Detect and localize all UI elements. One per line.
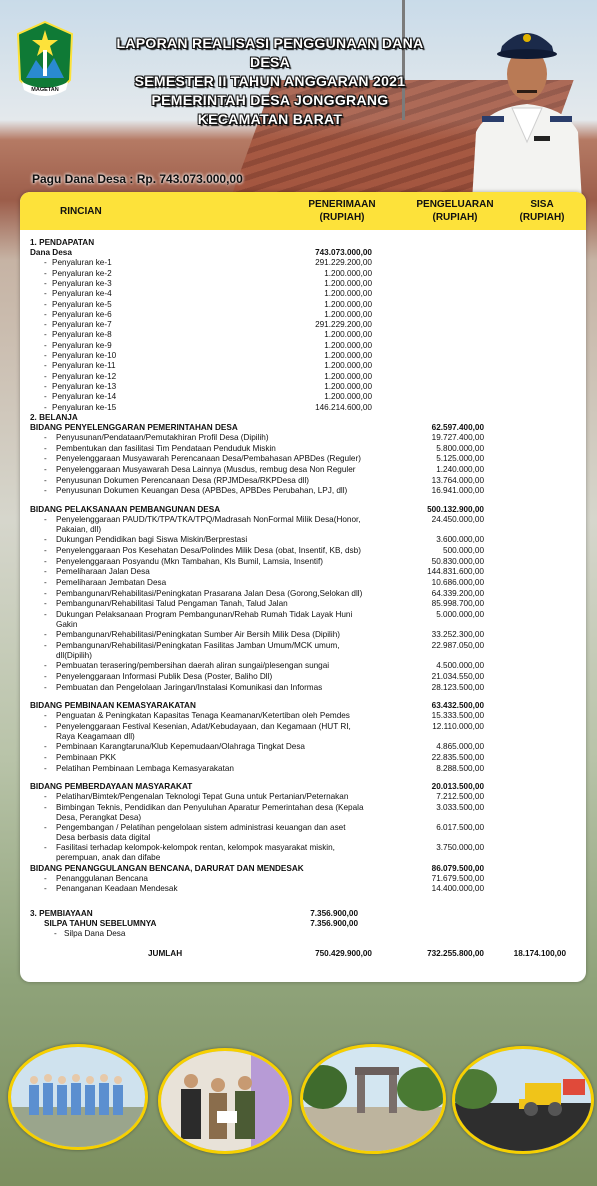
dana-desa-value: 743.073.000,00: [315, 248, 372, 257]
penyaluran-label: Penyaluran ke-3: [52, 278, 112, 288]
penyaluran-label: Penyaluran ke-2: [52, 268, 112, 278]
list-bullet: -: [44, 711, 47, 721]
list-bullet: -: [44, 361, 47, 371]
belanja-item-value: 15.333.500,00: [431, 711, 484, 721]
belanja-item-label: Pemeliharaan Jalan Desa: [56, 567, 150, 577]
belanja-item-value: 14.400.000,00: [431, 884, 484, 894]
belanja-item-value: 64.339.200,00: [431, 588, 484, 598]
list-bullet: -: [44, 588, 47, 598]
col-penerimaan-label: PENERIMAAN: [308, 199, 376, 210]
penyaluran-value: 1.200.000,00: [324, 268, 372, 278]
jumlah-penerimaan: 750.429.900,00: [315, 949, 372, 958]
belanja-item-value: 5.125.000,00: [436, 454, 484, 464]
list-bullet: -: [44, 578, 47, 587]
report-table: [20, 192, 586, 982]
photo-group-pkk: [8, 1044, 148, 1150]
penyaluran-label: Penyaluran ke-15: [52, 402, 117, 412]
jumlah-label: JUMLAH: [148, 949, 183, 958]
list-bullet: -: [44, 330, 47, 340]
penyaluran-label: Penyaluran ke-9: [52, 340, 112, 350]
list-bullet: -: [44, 545, 47, 555]
pembiayaan-heading: 3. PEMBIAYAAN: [30, 909, 93, 918]
belanja-item-value: 3.033.500,00: [436, 803, 484, 812]
list-bullet: -: [44, 742, 47, 752]
penyaluran-value: 1.200.000,00: [324, 309, 372, 319]
belanja-item-value: 4.500.000,00: [436, 661, 484, 671]
penyaluran-value: 1.200.000,00: [324, 392, 372, 402]
belanja-item-label: Bimbingan Teknis, Pendidikan dan Penyuluhan Aparatur Pemerintahan desa (Kepala: [56, 803, 364, 812]
list-bullet: -: [44, 556, 47, 566]
col-rincian: RINCIAN: [60, 206, 102, 217]
penyaluran-label: Penyaluran ke-6: [52, 309, 112, 319]
list-bullet: -: [44, 843, 47, 853]
list-bullet: -: [44, 630, 47, 640]
col-sisa: [512, 198, 572, 224]
photo-road-paving: [452, 1046, 594, 1154]
penyaluran-value: 1.200.000,00: [324, 371, 372, 381]
penyaluran-value: 291.229.200,00: [315, 258, 372, 268]
belanja-item-value: 3.750.000,00: [436, 843, 484, 853]
bidang-total: 20.013.500,00: [431, 782, 484, 792]
list-bullet: -: [54, 929, 57, 938]
photo-gapura: [300, 1044, 446, 1154]
belanja-item-label: Desa, Perangkat Desa): [56, 812, 142, 822]
belanja-item-value: 500.000,00: [443, 545, 484, 555]
belanja-item-value: 144.831.600,00: [427, 567, 484, 577]
dana-desa-label: Dana Desa: [30, 248, 72, 257]
belanja-item-value: 22.835.500,00: [431, 752, 484, 762]
belanja-item-value: 50.830.000,00: [431, 556, 484, 566]
list-bullet: -: [44, 752, 47, 762]
col-sisa-unit: (RUPIAH): [519, 212, 565, 223]
belanja-item-value: 4.865.000,00: [436, 742, 484, 752]
penyaluran-value: 1.200.000,00: [324, 289, 372, 299]
list-bullet: -: [44, 567, 47, 577]
list-bullet: -: [44, 599, 47, 609]
belanja-item-label: Penyusunan Dokumen Keuangan Desa (APBDes, APBDes Perubahan, LPJ, dll): [56, 486, 348, 496]
belanja-item-value: 85.998.700,00: [431, 599, 484, 609]
belanja-item-label: Penyusunan Dokumen Perencanaan Desa (RPJMDesa/RKPDesa dll): [56, 475, 310, 485]
penyaluran-label: Penyaluran ke-11: [52, 361, 116, 371]
bidang-title: BIDANG PENANGGULANGAN BENCANA, DARURAT DAN MENDESAK: [30, 863, 304, 873]
belanja-item-value: 71.679.500,00: [431, 873, 484, 883]
list-bullet: -: [44, 309, 47, 319]
list-bullet: -: [44, 486, 47, 496]
list-bullet: -: [44, 278, 47, 288]
belanja-item-label: Pembuatan dan Pengelolaan Jaringan/Instalasi Komunikasi dan Informas: [56, 682, 323, 692]
belanja-item-value: 33.252.300,00: [431, 630, 484, 640]
penyaluran-value: 1.200.000,00: [324, 381, 372, 391]
col-pengeluaran-label: PENGELUARAN: [416, 199, 494, 210]
col-penerimaan-unit: (RUPIAH): [319, 212, 365, 223]
penyaluran-label: Penyaluran ke-13: [52, 381, 117, 391]
belanja-item-label: Penyelenggaraan Festival Kesenian, Adat/Kebudayaan, dan Kegamaan (HUT RI,: [56, 722, 351, 731]
photo-aid-handover: [158, 1048, 292, 1154]
title-line-4: KECAMATAN BARAT: [197, 111, 343, 127]
list-bullet: -: [44, 402, 47, 412]
belanja-item-label: Desa berbasis data digital: [56, 832, 151, 842]
belanja-item-label: Fasilitasi terhadap kelompok-kelompok rentan, kelompok masyarakat miskin,: [56, 843, 335, 853]
list-bullet: -: [44, 803, 47, 812]
bidang-title: BIDANG PENYELENGGARAN PEMERINTAHAN DESA: [30, 422, 238, 432]
bidang-total: 86.079.500,00: [431, 863, 484, 873]
list-bullet: -: [44, 454, 47, 464]
penyaluran-label: Penyaluran ke-10: [52, 351, 117, 360]
list-bullet: -: [44, 258, 47, 268]
list-bullet: -: [44, 884, 47, 894]
penyaluran-label: Penyaluran ke-4: [52, 289, 112, 299]
activity-photos: [0, 1040, 597, 1186]
list-bullet: -: [44, 443, 47, 453]
list-bullet: -: [44, 464, 47, 474]
belanja-item-label: Pembinaan PKK: [56, 752, 117, 762]
penyaluran-value: 1.200.000,00: [324, 299, 372, 309]
belanja-item-label: Penyelenggaraan Pos Kesehatan Desa/Polindes Milik Desa (obat, Insentif, KB, dsb): [56, 545, 361, 555]
pembiayaan-value: 7.356.900,00: [310, 909, 358, 918]
penyaluran-label: Penyaluran ke-14: [52, 392, 117, 402]
list-bullet: -: [44, 381, 47, 391]
bidang-total: 63.432.500,00: [431, 701, 484, 711]
list-bullet: -: [44, 823, 47, 833]
village-head-photo: [468, 12, 586, 202]
penyaluran-value: 1.200.000,00: [324, 340, 372, 350]
belanja-item-label: Pelatihan Pembinaan Lembaga Kemasyarakatan: [56, 763, 234, 773]
bidang-title: BIDANG PELAKSANAAN PEMBANGUNAN DESA: [30, 505, 221, 514]
belanja-item-value: 8.288.500,00: [436, 763, 484, 773]
list-bullet: -: [44, 371, 47, 381]
belanja-item-label: Pembinaan Karangtaruna/Klub Kepemudaan/Olahraga Tingkat Desa: [56, 742, 305, 752]
penyaluran-label: Penyaluran ke-1: [52, 258, 112, 268]
belanja-item-label: Penyelenggaraan Musyawarah Perencanaan Desa/Pembahasan APBDes (Reguler): [56, 454, 361, 464]
belanja-item-label: Pembangunan/Rehabilitasi/Peningkatan Prasarana Jalan Desa (Gorong,Selokan dll): [56, 588, 363, 598]
belanja-item-value: 21.034.550,00: [431, 671, 484, 681]
penyaluran-value: 1.200.000,00: [324, 330, 372, 340]
magetan-logo: [14, 20, 76, 110]
belanja-item-value: 16.941.000,00: [431, 486, 484, 496]
silpa-value: 7.356.900,00: [310, 919, 358, 928]
jumlah-sisa: 18.174.100,00: [513, 949, 566, 958]
belanja-item-value: 28.123.500,00: [431, 682, 484, 692]
belanja-item-value: 24.450.000,00: [431, 515, 484, 524]
list-bullet: -: [44, 340, 47, 350]
belanja-item-label: Pengembangan / Pelatihan pengelolaan sistem administrasi keuangan dan aset: [56, 823, 346, 833]
silpa-item: Silpa Dana Desa: [64, 929, 126, 938]
belanja-item-value: 22.987.050,00: [431, 641, 484, 650]
belanja-item-label: Pembentukan dan fasilitasi Tim Pendataan Penduduk Miskin: [56, 443, 276, 453]
belanja-item-label: dll(Dipilih): [56, 650, 92, 660]
pagu-dana-desa: Pagu Dana Desa : Rp. 743.073.000,00: [32, 172, 243, 186]
list-bullet: -: [44, 535, 47, 545]
list-bullet: -: [44, 671, 47, 681]
bidang-title: BIDANG PEMBINAAN KEMASYARAKATAN: [30, 701, 196, 711]
penyaluran-label: Penyaluran ke-12: [52, 371, 117, 381]
report-title: [105, 34, 435, 129]
bidang-total: 500.132.900,00: [427, 505, 484, 514]
belanja-item-value: 6.017.500,00: [436, 823, 484, 833]
belanja-item-label: perempuan, anak dan difabe: [56, 852, 161, 862]
penyaluran-label: Penyaluran ke-7: [52, 320, 112, 330]
penyaluran-value: 1.200.000,00: [324, 278, 372, 288]
list-bullet: -: [44, 641, 47, 650]
list-bullet: -: [44, 289, 47, 299]
list-bullet: -: [44, 320, 47, 330]
title-line-2: SEMESTER II TAHUN ANGGARAN 2021: [134, 73, 406, 89]
belanja-item-label: Gakin: [56, 619, 78, 629]
col-penerimaan: [302, 198, 382, 224]
belanja-item-label: Penyelenggaraan Musyawarah Desa Lainnya (Musdus, rembug desa Non Reguler: [56, 464, 356, 474]
col-pengeluaran-unit: (RUPIAH): [432, 212, 478, 223]
belanja-item-label: Pakaian, dll): [56, 524, 102, 534]
belanja-item-label: Penyusunan/Pendataan/Pemutakhiran Profil Desa (Dipilih): [56, 432, 269, 442]
penyaluran-value: 1.200.000,00: [324, 361, 372, 371]
belanja-item-value: 5.800.000,00: [436, 443, 484, 453]
belanja-item-value: 19.727.400,00: [431, 432, 484, 442]
list-bullet: -: [44, 268, 47, 278]
list-bullet: -: [44, 722, 47, 731]
belanja-item-value: 7.212.500,00: [436, 792, 484, 802]
list-bullet: -: [44, 610, 47, 620]
belanja-item-label: Penyelenggaraan PAUD/TK/TPA/TKA/TPQ/Madrasah NonFormal Milik Desa(Honor,: [56, 515, 361, 524]
title-line-1: LAPORAN REALISASI PENGGUNAAN DANA DESA: [116, 35, 424, 70]
belanja-item-label: Pemeliharaan Jembatan Desa: [56, 578, 167, 587]
list-bullet: -: [44, 392, 47, 402]
penyaluran-label: Penyaluran ke-5: [52, 299, 112, 309]
penyaluran-value: 146.214.600,00: [315, 402, 372, 412]
belanja-item-label: Pembangunan/Rehabilitasi Talud Pengaman Tanah, Talud Jalan: [56, 599, 288, 609]
list-bullet: -: [44, 299, 47, 309]
jumlah-pengeluaran: 732.255.800,00: [427, 949, 484, 958]
belanja-item-label: Pembuatan terasering/pembersihan daerah aliran sungai/plesengan sungai: [56, 661, 330, 671]
list-bullet: -: [44, 873, 47, 883]
penyaluran-label: Penyaluran ke-8: [52, 330, 112, 340]
pendapatan-heading: 1. PENDAPATAN: [30, 238, 95, 247]
bidang-total: 62.597.400,00: [431, 422, 484, 432]
table-header: [20, 192, 586, 230]
col-sisa-label: SISA: [530, 199, 554, 210]
list-bullet: -: [44, 475, 47, 485]
silpa-label: SILPA TAHUN SEBELUMNYA: [44, 919, 157, 928]
belanja-item-label: Pembangunan/Rehabilitasi/Peningkatan Sumber Air Bersih Milik Desa (Dipilih): [56, 630, 340, 640]
belanja-item-value: 13.764.000,00: [431, 475, 484, 485]
belanja-item-label: Penanganan Keadaan Mendesak: [56, 884, 178, 894]
list-bullet: -: [44, 661, 47, 671]
list-bullet: -: [44, 792, 47, 802]
list-bullet: -: [44, 432, 47, 442]
belanja-item-label: Pembangunan/Rehabilitasi/Peningkatan Fasilitas Jamban Umum/MCK umum,: [56, 641, 340, 650]
list-bullet: -: [44, 351, 47, 360]
belanja-item-label: Penguatan & Peningkatan Kapasitas Tenaga Keamanan/Ketertiban oleh Pemdes: [56, 711, 350, 721]
belanja-item-value: 10.686.000,00: [431, 578, 484, 587]
col-pengeluaran: [412, 198, 498, 224]
belanja-item-label: Pelatihan/Bimtek/Pengenalan Teknologi Tepat Guna untuk Pertanian/Peternakan: [56, 792, 349, 802]
list-bullet: -: [44, 763, 47, 773]
list-bullet: -: [44, 515, 47, 524]
penyaluran-value: 1.200.000,00: [324, 351, 372, 360]
belanja-item-value: 1.240.000,00: [436, 464, 484, 474]
belanja-item-label: Penanggulanan Bencana: [56, 873, 148, 883]
belanja-item-value: 5.000.000,00: [436, 610, 484, 620]
bidang-title: BIDANG PEMBERDAYAAN MASYARAKAT: [30, 782, 193, 792]
belanja-item-value: 3.600.000,00: [436, 535, 484, 545]
list-bullet: -: [44, 682, 47, 692]
svg-text:MAGETAN: MAGETAN: [31, 87, 59, 93]
penyaluran-value: 291.229.200,00: [315, 320, 372, 330]
belanja-item-label: Dukungan Pelaksanaan Program Pembangunan/Rehab Rumah Tidak Layak Huni: [56, 610, 353, 620]
belanja-item-value: 12.110.000,00: [432, 722, 484, 731]
belanja-heading: 2. BELANJA: [30, 412, 78, 422]
belanja-item-label: Penyelenggaraan Posyandu (Mkn Tambahan, Kls Bumil, Lamsia, Insentif): [56, 556, 323, 566]
belanja-item-label: Raya Keagamaan dll): [56, 731, 135, 741]
belanja-item-label: Dukungan Pendidikan bagi Siswa Miskin/Berprestasi: [56, 535, 248, 545]
title-line-3: PEMERINTAH DESA JONGGRANG: [151, 92, 389, 108]
belanja-item-label: Penyelenggaraan Informasi Publik Desa (Poster, Baliho Dll): [56, 671, 273, 681]
